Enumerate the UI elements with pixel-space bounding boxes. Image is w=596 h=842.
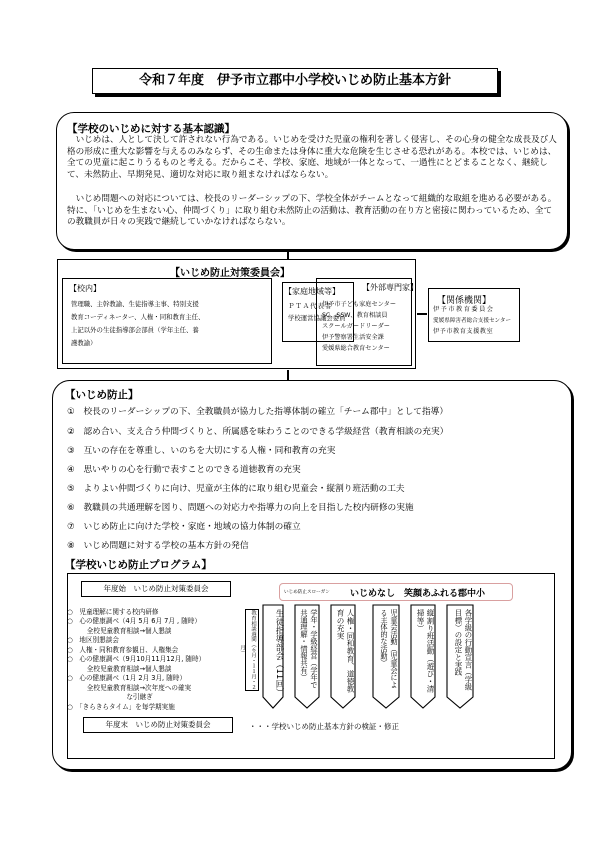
prevention-item xyxy=(67,405,448,421)
program-column-6: 各学級の行動宣言（学級目標）の設定と実践 xyxy=(454,609,473,691)
program-item: ○ 児童理解に関する校内研修 xyxy=(67,608,159,616)
item-num: ⑤ xyxy=(67,484,75,494)
experts-line-5: 愛媛県総合教育センター xyxy=(322,345,390,352)
related-line-1: 伊予市教育委員会 xyxy=(433,306,495,313)
program-heading: 【学校いじめ防止プログラム】 xyxy=(65,559,212,571)
connector-line xyxy=(287,249,289,259)
committee-experts-heading: 【外部専門家】 xyxy=(362,283,418,292)
item-num: ⑥ xyxy=(67,503,75,513)
experts-line-2: SC、SSW、教育相談員 xyxy=(322,312,388,319)
prevention-card xyxy=(52,380,572,770)
item-num: ② xyxy=(67,427,75,437)
item-text: 教職員の共通理解を図り、問題への対応力や指導力の向上を目指した校内研修の実施 xyxy=(83,503,414,513)
connector-line xyxy=(287,370,289,380)
prevention-item xyxy=(67,425,448,441)
item-num: ⑧ xyxy=(67,541,75,551)
basic-recognition-para1: いじめは、人として決して許されない行為である。いじめを受けた児童の権利を著しく侵害し、その心身の健全な成長及び人格の形成に重大な影響を与えるのみならず、その生命または身体に重大な危険を生じさせる恐れがある。本校では、いじめは、全ての児童に起こりうるものと考える。だからこそ、学校、家庭、地域が一体となって、一過性にとどまることなく、継続して、未然防止、早期発見、適切な対応に取り組まなければならない。 xyxy=(67,135,557,181)
program-column-3: 人権・同和教育、道徳教育の充実 xyxy=(336,609,355,693)
program-item: ○ 人権・同和教育参観日、人権集会 xyxy=(67,646,179,654)
basic-recognition-heading: 【学校のいじめに対する基本認識】 xyxy=(67,123,235,135)
item-num: ④ xyxy=(67,465,75,475)
family-line-1: ＰＴＡ代表者 xyxy=(288,302,333,310)
committee-inside-box xyxy=(62,278,272,364)
item-text: 思いやりの心を行動で表すことのできる道徳教育の充実 xyxy=(83,465,301,475)
inside-line-3: 上記以外の生徒指導部会部員（学年主任、養 xyxy=(71,326,199,334)
program-item: ○ 心の健康調べ（9月10月11月12月, 随時） xyxy=(67,655,206,663)
related-heading: 【関係機関】 xyxy=(437,296,492,306)
item-num: ⑦ xyxy=(67,522,75,532)
inside-line-1: 管理職、主幹教諭、生徒指導主事、特別支援 xyxy=(71,300,199,308)
basic-recognition-card xyxy=(56,112,568,250)
survey-vertical: 教育相談週間（６月・１１月・２月） xyxy=(245,609,259,691)
program-item: ○ 「きらきらタイム」を毎学期実施 xyxy=(67,703,175,711)
prevention-item xyxy=(67,501,414,517)
program-item: 全校児童教育相談→次年度への確実 xyxy=(67,684,192,692)
item-text: いじめ問題に対する学校の基本方針の発信 xyxy=(83,541,249,551)
prevention-item xyxy=(67,539,249,555)
item-text: 校長のリーダーシップの下、全教職員が協力した指導体制の確立「チーム郡中」として指導） xyxy=(83,407,449,417)
page-title: 令和７年度 伊予市立郡中小学校いじめ防止基本方針 xyxy=(92,68,498,94)
experts-line-4: 伊予警察署生活安全課 xyxy=(322,334,384,341)
program-column-1: 生徒指導部会（11回） xyxy=(274,609,284,697)
family-line-2: 学校運営協議会委員 xyxy=(288,314,346,322)
slogan-text: いじめなし 笑顔あふれる郡中小 xyxy=(350,589,486,599)
related-line-3: 伊予市教育支援教室 xyxy=(433,328,494,335)
item-text: いじめ防止に向けた学校・家庭・地域の協力体制の確立 xyxy=(83,522,301,532)
program-start-label: 年度始 いじめ防止対策委員会 xyxy=(81,581,231,597)
prevention-item xyxy=(67,520,301,536)
slogan-box xyxy=(279,583,513,601)
related-line-2: 愛媛県障害者総合支援センター xyxy=(433,318,512,324)
committee-family-heading: 【家庭地域等】 xyxy=(284,287,340,296)
experts-line-1: 伊予市子ども家庭センター xyxy=(322,301,397,308)
item-text: 互いの存在を尊重し、いのちを大切にする人権・同和教育の充実 xyxy=(83,446,336,456)
experts-line-3: スクールガードリーダー xyxy=(322,323,390,330)
program-end-label: 年度末 いじめ防止対策委員会 xyxy=(83,717,233,733)
prevention-heading: 【いじめ防止】 xyxy=(65,389,139,401)
item-num: ① xyxy=(67,407,75,417)
slogan-small: いじめ防止スローガン xyxy=(284,590,330,595)
program-item: ○ 地区別懇談会 xyxy=(67,636,119,644)
related-box xyxy=(428,288,520,342)
committee-experts-frame xyxy=(316,278,412,366)
program-item: 全校児童教育相談→個人懇談 xyxy=(67,627,172,635)
inside-line-2: 教育コーディネーター、人権・同和教育主任、 xyxy=(71,313,205,321)
basic-recognition-para2: いじめ問題への対応については、校長のリーダーシップの下、学校全体がチームとなって組織的な取組を進める必要がある。特に、「いじめを生まない心、仲間づくり」に取り組む未然防止の活動は、教育活動の在り方と密接に関わっているため、全ての教職員が日々の実践で継続していかなければならない。 xyxy=(67,194,557,228)
item-num: ③ xyxy=(67,446,75,456)
program-item: な引継ぎ xyxy=(67,693,153,701)
program-column-4: 児童会活動（児童会による主体的な活動） xyxy=(380,609,399,689)
program-item: 全校児童教育相談→個人懇談 xyxy=(67,665,172,673)
program-item: ○ 心の健康調べ（1月 2月 3月, 随時） xyxy=(67,674,187,682)
committee-heading: 【いじめ防止対策委員会】 xyxy=(170,268,290,279)
item-text: よりよい仲間づくりに向け、児童が主体的に取り組む児童会・縦割り班活動の工夫 xyxy=(83,484,405,494)
committee-inside-heading: 【校内】 xyxy=(69,284,101,293)
program-column-2: 学年・学級経営（学年で共通理解・情報共有） xyxy=(300,609,319,689)
prevention-item xyxy=(67,444,335,460)
item-text: 認め合い、支え合う仲間づくりと、所属感を味わうことのできる学級経営（教育相談の充実） xyxy=(83,427,449,437)
connector-dashed xyxy=(417,313,427,315)
prevention-item xyxy=(67,482,405,498)
program-column-5: 縦割り班活動（遊び・清掃等） xyxy=(416,609,435,693)
inside-line-4: 護教諭） xyxy=(71,339,97,347)
program-end-note: ・・・学校いじめ防止基本方針の検証・修正 xyxy=(249,722,399,731)
prevention-item xyxy=(67,463,301,479)
program-item: ○ 心の健康調べ（4月 5月 6月 7月 , 随時） xyxy=(67,617,202,625)
